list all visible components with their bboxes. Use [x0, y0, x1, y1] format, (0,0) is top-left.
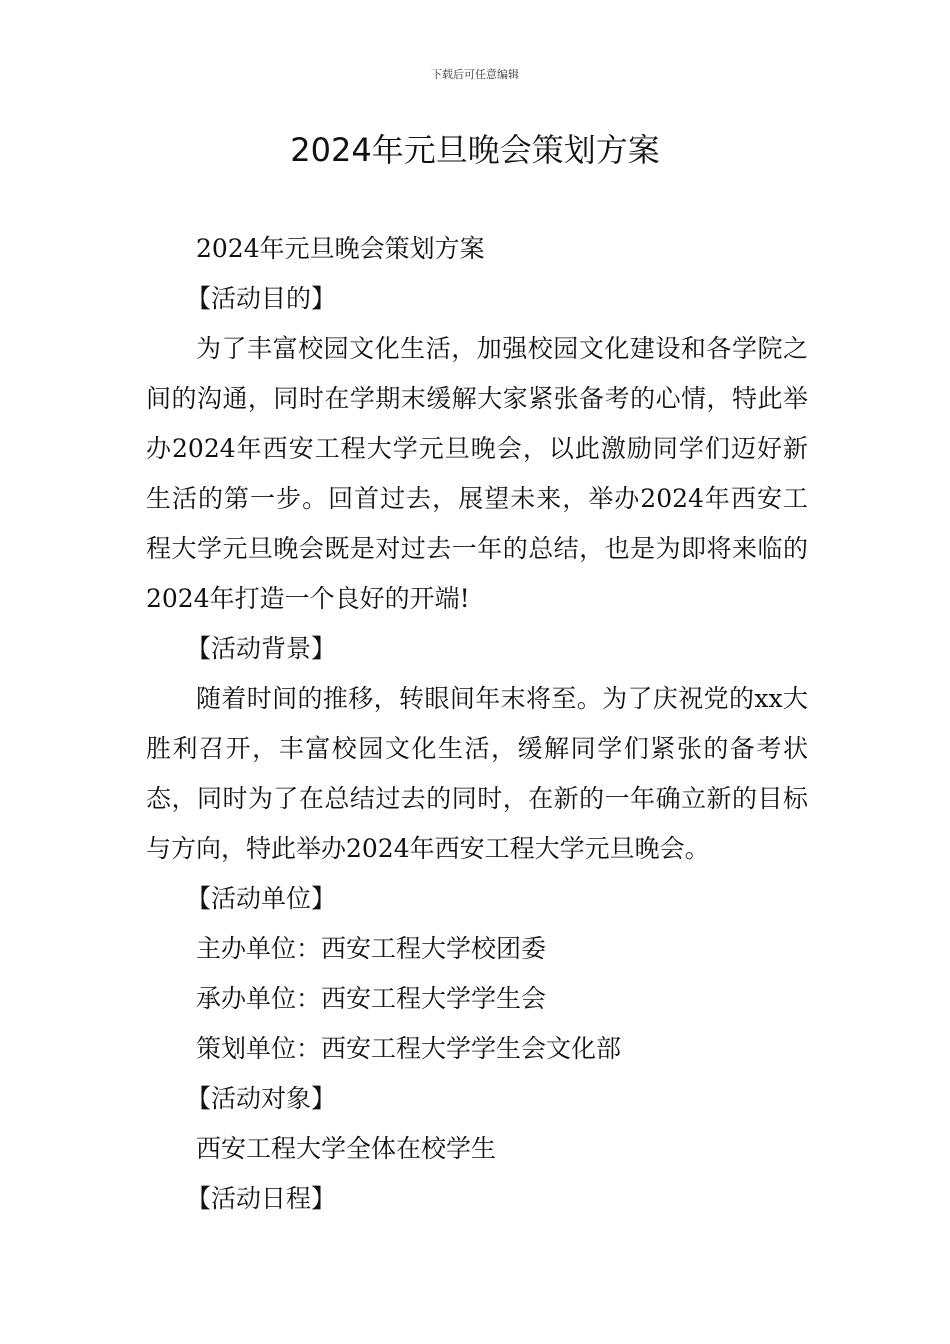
- section-heading-background: 【活动背景】: [186, 634, 337, 663]
- section-heading-schedule: 【活动日程】: [186, 1184, 337, 1213]
- section-heading-purpose: 【活动目的】: [186, 284, 337, 313]
- paragraph-purpose: 为了丰富校园文化生活，加强校园文化建设和各学院之间的沟通，同时在学期末缓解大家紧张备考的心情，特此举办2024年西安工程大学元旦晚会，以此激励同学们迈好新生活的第一步。回首过去，展望未来，举办2024年西安工程大学元旦晚会既是对过去一年的总结，也是为即将来临的2024年打造一个良好的开端!: [146, 334, 808, 613]
- body-subtitle: 2024年元旦晚会策划方案: [196, 234, 485, 263]
- paragraph-organizer-unit: 承办单位：西安工程大学学生会: [196, 984, 547, 1013]
- paragraph-host-unit: 主办单位：西安工程大学校团委: [196, 934, 547, 963]
- paragraph-background: 随着时间的推移，转眼间年末将至。为了庆祝党的xx大胜利召开，丰富校园文化生活，缓解同学们紧张的备考状态，同时为了在总结过去的同时，在新的一年确立新的目标与方向，特此举办2024年西安工程大学元旦晚会。: [146, 684, 808, 863]
- paragraph-planning-unit: 策划单位：西安工程大学学生会文化部: [196, 1034, 622, 1063]
- document-body: [146, 224, 808, 1224]
- paragraph-audience: 西安工程大学全体在校学生: [196, 1134, 497, 1163]
- header-note: 下载后可任意编辑: [431, 68, 519, 81]
- section-heading-audience: 【活动对象】: [186, 1084, 337, 1113]
- section-heading-units: 【活动单位】: [186, 884, 337, 913]
- document-title: 2024年元旦晚会策划方案: [290, 131, 660, 169]
